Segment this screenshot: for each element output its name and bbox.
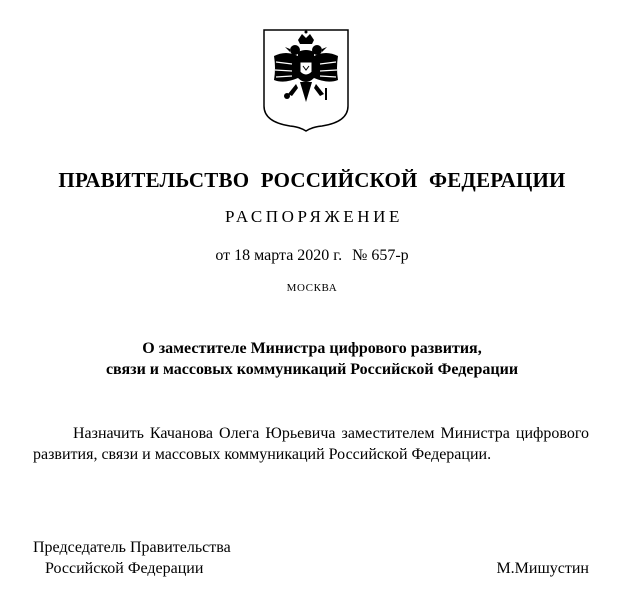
document-date-number (0, 247, 624, 265)
city-label: МОСКВА (286, 282, 338, 294)
subject-line-2: связи и массовых коммуникаций Российской Федерации (105, 361, 519, 378)
document-number: № 657-р (352, 247, 409, 264)
coat-of-arms-icon (262, 28, 350, 132)
order-text: Назначить Качанова Олега Юрьевича заместителем Министра цифрового развития, связи и массовых коммуникаций Российской Федерации. (33, 425, 589, 463)
government-title: ПРАВИТЕЛЬСТВО РОССИЙСКОЙ ФЕДЕРАЦИИ (58, 168, 566, 192)
document-type: РАСПОРЯЖЕНИЕ (224, 207, 404, 226)
signer-name: М.Мишустин (496, 560, 589, 577)
signer-position (33, 537, 231, 579)
signer-position-line-2: Российской Федерации (45, 560, 204, 577)
document-date: от 18 марта 2020 г. (215, 247, 343, 264)
subject-line-1: О заместителе Министра цифрового развития, (142, 340, 482, 357)
signer-position-line-1: Председатель Правительства (33, 539, 231, 556)
document-subject (0, 338, 624, 380)
